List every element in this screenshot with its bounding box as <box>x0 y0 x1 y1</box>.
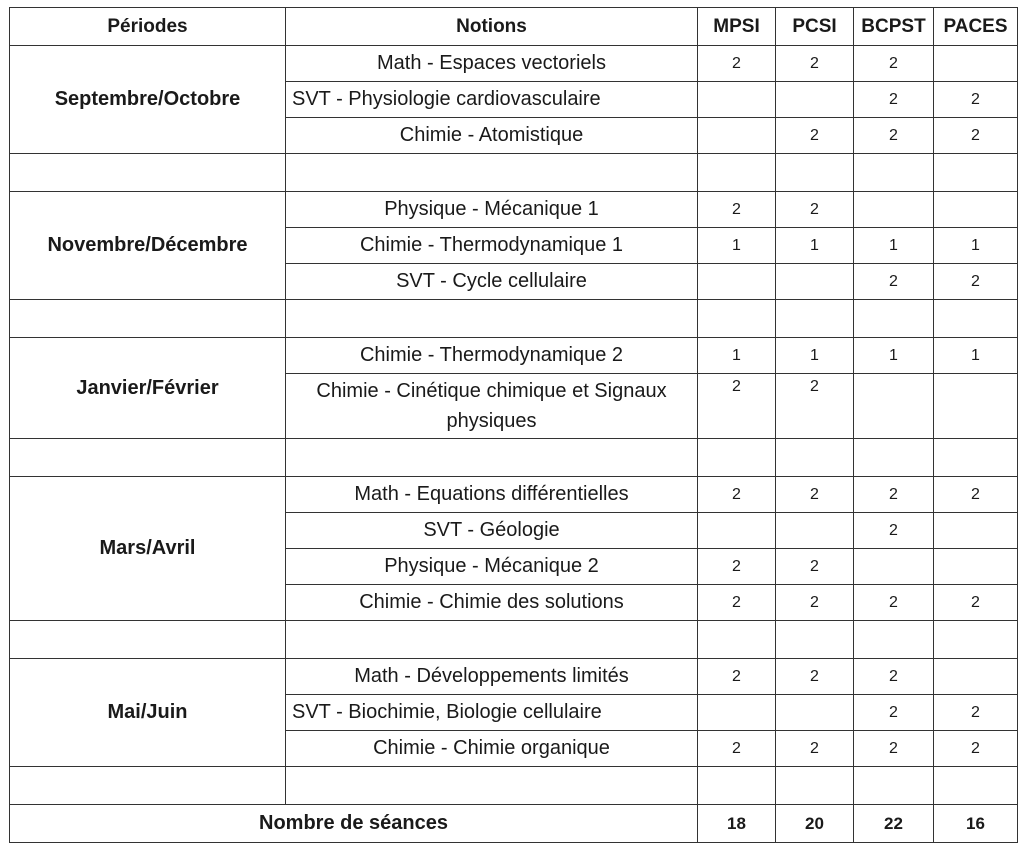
notion-cell: Chimie - Thermodynamique 1 <box>286 228 698 264</box>
spacer-row <box>10 300 1018 338</box>
mpsi-cell: 1 <box>698 228 776 264</box>
period-cell: Novembre/Décembre <box>10 192 286 300</box>
bcpst-cell: 2 <box>854 477 934 513</box>
empty-cell <box>776 154 854 192</box>
empty-cell <box>934 300 1018 338</box>
notion-cell: Chimie - Chimie des solutions <box>286 585 698 621</box>
mpsi-cell: 2 <box>698 192 776 228</box>
pcsi-cell: 2 <box>776 46 854 82</box>
sessions-table <box>9 7 1018 843</box>
notion-cell: SVT - Cycle cellulaire <box>286 264 698 300</box>
empty-cell <box>698 439 776 477</box>
bcpst-cell: 2 <box>854 513 934 549</box>
paces-cell <box>934 192 1018 228</box>
table-row <box>10 659 1018 695</box>
spacer-row <box>10 767 1018 805</box>
paces-cell: 2 <box>934 731 1018 767</box>
period-cell: Mars/Avril <box>10 477 286 621</box>
empty-cell <box>854 154 934 192</box>
mpsi-cell: 2 <box>698 731 776 767</box>
bcpst-cell: 2 <box>854 731 934 767</box>
pcsi-cell: 2 <box>776 192 854 228</box>
empty-cell <box>698 767 776 805</box>
empty-cell <box>286 300 698 338</box>
bcpst-cell: 2 <box>854 695 934 731</box>
header-row <box>10 8 1018 46</box>
bcpst-cell <box>854 549 934 585</box>
empty-cell <box>934 621 1018 659</box>
notion-cell: SVT - Physiologie cardiovasculaire <box>286 82 698 118</box>
mpsi-cell: 2 <box>698 659 776 695</box>
paces-cell <box>934 374 1018 439</box>
empty-cell <box>854 621 934 659</box>
empty-cell <box>854 767 934 805</box>
spacer-row <box>10 154 1018 192</box>
empty-cell <box>10 439 286 477</box>
table-row <box>10 46 1018 82</box>
total-paces: 16 <box>934 805 1018 843</box>
period-cell: Mai/Juin <box>10 659 286 767</box>
header-periodes: Périodes <box>10 8 286 46</box>
notion-cell: Physique - Mécanique 1 <box>286 192 698 228</box>
mpsi-cell: 1 <box>698 338 776 374</box>
empty-cell <box>854 439 934 477</box>
notion-cell: Chimie - Cinétique chimique et Signaux physiques <box>286 374 698 439</box>
paces-cell: 1 <box>934 338 1018 374</box>
pcsi-cell: 2 <box>776 549 854 585</box>
paces-cell <box>934 659 1018 695</box>
mpsi-cell <box>698 118 776 154</box>
empty-cell <box>934 767 1018 805</box>
pcsi-cell <box>776 264 854 300</box>
bcpst-cell: 2 <box>854 264 934 300</box>
paces-cell: 2 <box>934 264 1018 300</box>
bcpst-cell: 1 <box>854 228 934 264</box>
paces-cell <box>934 549 1018 585</box>
header-paces: PACES <box>934 8 1018 46</box>
empty-cell <box>10 154 286 192</box>
bcpst-cell: 2 <box>854 46 934 82</box>
empty-cell <box>286 767 698 805</box>
notion-cell: SVT - Géologie <box>286 513 698 549</box>
pcsi-cell <box>776 513 854 549</box>
header-notions: Notions <box>286 8 698 46</box>
paces-cell: 2 <box>934 585 1018 621</box>
table-row <box>10 192 1018 228</box>
total-mpsi: 18 <box>698 805 776 843</box>
mpsi-cell: 2 <box>698 477 776 513</box>
header-pcsi: PCSI <box>776 8 854 46</box>
notion-cell: Chimie - Atomistique <box>286 118 698 154</box>
empty-cell <box>854 300 934 338</box>
total-bcpst: 22 <box>854 805 934 843</box>
pcsi-cell <box>776 82 854 118</box>
pcsi-cell: 2 <box>776 118 854 154</box>
mpsi-cell <box>698 695 776 731</box>
period-cell: Septembre/Octobre <box>10 46 286 154</box>
mpsi-cell <box>698 264 776 300</box>
table-row <box>10 477 1018 513</box>
bcpst-cell <box>854 192 934 228</box>
pcsi-cell <box>776 695 854 731</box>
mpsi-cell <box>698 513 776 549</box>
mpsi-cell: 2 <box>698 549 776 585</box>
total-pcsi: 20 <box>776 805 854 843</box>
empty-cell <box>698 154 776 192</box>
paces-cell <box>934 513 1018 549</box>
empty-cell <box>776 621 854 659</box>
paces-cell: 2 <box>934 695 1018 731</box>
mpsi-cell: 2 <box>698 585 776 621</box>
empty-cell <box>934 154 1018 192</box>
notion-cell: Math - Espaces vectoriels <box>286 46 698 82</box>
bcpst-cell <box>854 374 934 439</box>
header-bcpst: BCPST <box>854 8 934 46</box>
empty-cell <box>286 439 698 477</box>
period-cell: Janvier/Février <box>10 338 286 439</box>
pcsi-cell: 2 <box>776 374 854 439</box>
spacer-row <box>10 621 1018 659</box>
paces-cell: 2 <box>934 477 1018 513</box>
notion-cell: Chimie - Thermodynamique 2 <box>286 338 698 374</box>
empty-cell <box>698 621 776 659</box>
empty-cell <box>10 621 286 659</box>
empty-cell <box>776 439 854 477</box>
mpsi-cell: 2 <box>698 46 776 82</box>
pcsi-cell: 2 <box>776 659 854 695</box>
bcpst-cell: 1 <box>854 338 934 374</box>
empty-cell <box>10 767 286 805</box>
empty-cell <box>286 621 698 659</box>
pcsi-cell: 1 <box>776 338 854 374</box>
spacer-row <box>10 439 1018 477</box>
pcsi-cell: 2 <box>776 585 854 621</box>
empty-cell <box>698 300 776 338</box>
pcsi-cell: 2 <box>776 477 854 513</box>
mpsi-cell: 2 <box>698 374 776 439</box>
pcsi-cell: 2 <box>776 731 854 767</box>
paces-cell: 2 <box>934 118 1018 154</box>
empty-cell <box>776 767 854 805</box>
total-row <box>10 805 1018 843</box>
notion-cell: Math - Développements limités <box>286 659 698 695</box>
mpsi-cell <box>698 82 776 118</box>
empty-cell <box>10 300 286 338</box>
bcpst-cell: 2 <box>854 585 934 621</box>
bcpst-cell: 2 <box>854 659 934 695</box>
total-label: Nombre de séances <box>10 805 698 843</box>
empty-cell <box>776 300 854 338</box>
notion-cell: Physique - Mécanique 2 <box>286 549 698 585</box>
empty-cell <box>934 439 1018 477</box>
pcsi-cell: 1 <box>776 228 854 264</box>
notion-cell: Math - Equations différentielles <box>286 477 698 513</box>
notion-cell: SVT - Biochimie, Biologie cellulaire <box>286 695 698 731</box>
paces-cell: 2 <box>934 82 1018 118</box>
empty-cell <box>286 154 698 192</box>
bcpst-cell: 2 <box>854 82 934 118</box>
paces-cell: 1 <box>934 228 1018 264</box>
table-row <box>10 338 1018 374</box>
notion-cell: Chimie - Chimie organique <box>286 731 698 767</box>
paces-cell <box>934 46 1018 82</box>
bcpst-cell: 2 <box>854 118 934 154</box>
header-mpsi: MPSI <box>698 8 776 46</box>
